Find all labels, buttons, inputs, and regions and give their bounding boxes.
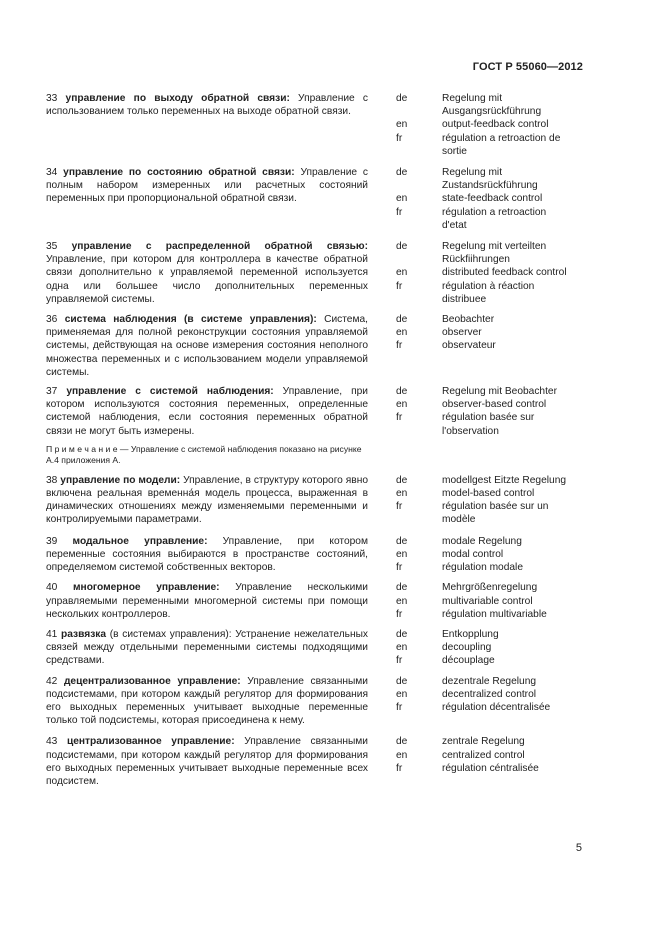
translations	[442, 628, 584, 668]
translation-line: régulation a retroaction de	[442, 132, 561, 144]
entry-number: 36	[46, 314, 58, 326]
lang-code: de	[396, 93, 408, 104]
translation-line: Entkopplung	[442, 628, 499, 640]
translation-line: distribuee	[442, 293, 487, 305]
translations	[442, 735, 584, 775]
term-entry-34	[46, 166, 586, 232]
translations	[442, 675, 584, 715]
lang-code	[396, 253, 442, 266]
entry-definition	[46, 166, 368, 206]
language-codes	[396, 581, 442, 621]
translation-line: découplage	[442, 655, 495, 667]
translation-line: Regelung mit verteilten	[442, 241, 547, 253]
entry-term: управление по модели:	[60, 474, 181, 486]
term-entry-38	[46, 474, 586, 527]
lang-code: de	[396, 241, 408, 253]
entry-text: Управление связанными подсистемами, при котором каждый регулятор для формирования его выходных переменных учитывает выходные переменные всех подсистем.	[46, 736, 368, 787]
lang-code: de	[396, 535, 408, 547]
translation-line: Zustandsrückführung	[442, 180, 538, 192]
translation-line: régulation décentralisée	[442, 701, 551, 713]
lang-code: fr	[396, 340, 403, 352]
page-number: 5	[575, 842, 582, 854]
lang-code: en	[396, 642, 408, 654]
entry-term: управление с распределенной обратной связью:	[71, 241, 368, 253]
translations	[442, 581, 584, 621]
translation-line: modellgest Eitzte Regelung	[442, 474, 567, 486]
translation-line: Regelung mit	[442, 93, 503, 104]
term-entry-35	[46, 240, 586, 306]
lang-code: fr	[396, 562, 403, 574]
lang-code: fr	[396, 280, 403, 292]
translation-line: sortie	[442, 145, 467, 157]
lang-code: fr	[396, 132, 403, 144]
lang-code: de	[396, 628, 408, 640]
entry-text: Управление с использованием только переменных на выходе обратной связи.	[46, 93, 368, 118]
language-codes	[396, 385, 442, 438]
lang-code	[396, 219, 442, 232]
lang-code: fr	[396, 655, 403, 667]
translation-line: centralized control	[442, 749, 525, 761]
document-header: ГОСТ Р 55060—2012	[472, 61, 583, 73]
entry-term: многомерное управление:	[73, 582, 220, 594]
entry-term: развязка	[61, 628, 107, 640]
language-codes	[396, 628, 442, 668]
entry-definition	[46, 92, 368, 118]
translation-line: Beobachter	[442, 314, 495, 326]
lang-code: en	[396, 548, 408, 560]
translation-line: régulation basée sur un	[442, 501, 549, 513]
entry-definition	[46, 581, 368, 621]
term-entry-43	[46, 735, 586, 788]
lang-code: en	[396, 399, 408, 411]
translation-line: Regelung mit Beobachter	[442, 386, 557, 398]
entry-definition	[46, 313, 368, 379]
entry-definition	[46, 628, 368, 668]
lang-code	[396, 425, 442, 438]
entry-definition	[46, 735, 368, 788]
entry-definition	[46, 474, 368, 527]
term-entries	[46, 92, 586, 788]
lang-code: en	[396, 193, 408, 205]
translation-line: d'etat	[442, 219, 467, 231]
entry-term: модальное управление:	[72, 535, 208, 547]
entry-definition	[46, 240, 368, 306]
entry-text: Управление, в структуру которого явно включена реальная временна́я модель процесса, выраженная в динамических отношениях между изменяемыми переменными и контролируемыми параметрами.	[46, 474, 368, 526]
lang-code: de	[396, 386, 408, 398]
entry-text: Управление с полным набором измеренных или расчетных состояний переменных при пропорциональной обратной связи.	[46, 167, 368, 205]
lang-code: de	[396, 736, 408, 748]
entry-term: управление с системой наблюдения:	[66, 386, 274, 398]
translation-line: Ausgangsrückführung	[442, 106, 542, 118]
translation-line: Regelung mit	[442, 167, 503, 179]
lang-code: de	[396, 314, 408, 326]
translation-line: state-feedback control	[442, 193, 543, 205]
entry-text: Управление связанными подсистемами, при котором каждый регулятор для формирования его выходных переменных учитывает выходные переменные только той подсистемы, которая присоединена к нему.	[46, 675, 368, 727]
lang-code: de	[396, 167, 408, 179]
entry-number: 39	[46, 535, 58, 547]
translation-line: régulation basée sur	[442, 412, 535, 424]
lang-code: de	[396, 582, 408, 594]
lang-code: fr	[396, 206, 403, 218]
entry-number: 41	[46, 628, 58, 640]
translations	[442, 474, 584, 527]
lang-code: fr	[396, 412, 403, 424]
language-codes	[396, 313, 442, 353]
lang-code: de	[396, 675, 408, 687]
translations	[442, 535, 584, 575]
lang-code	[396, 105, 442, 118]
translation-line: zentrale Regelung	[442, 736, 525, 748]
translation-line: decoupling	[442, 642, 492, 654]
translation-line: dezentrale Regelung	[442, 675, 537, 687]
lang-code	[396, 513, 442, 526]
translations	[442, 313, 584, 353]
entry-text: Управление, при котором переменные состояния выбираются в пространстве состояний, определяемом системой собственных векторов.	[46, 535, 368, 574]
lang-code: fr	[396, 608, 403, 620]
term-entry-42	[46, 675, 586, 728]
lang-code: de	[396, 474, 408, 486]
term-entry-39	[46, 535, 586, 575]
term-entry-41	[46, 628, 586, 668]
translation-line: Rückfiihrungen	[442, 254, 510, 266]
entry-number: 35	[46, 241, 58, 253]
entry-text: Система, применяемая для полной реконструкции состояния управляемой системы, действующая на основе измерения состояния неполного множества переменных и с использованием модели управляемой системы.	[46, 314, 368, 378]
entry-term: система наблюдения (в системе управления):	[64, 314, 317, 326]
term-entry-36	[46, 313, 586, 379]
lang-code	[396, 293, 442, 306]
language-codes	[396, 474, 442, 527]
translation-line: distributed feedback control	[442, 267, 567, 279]
translation-line: decentralized control	[442, 688, 537, 700]
translations	[442, 240, 584, 306]
lang-code	[396, 145, 442, 158]
language-codes	[396, 92, 442, 158]
translation-line: observer-based control	[442, 399, 547, 411]
entry-definition	[46, 675, 368, 728]
lang-code: en	[396, 267, 408, 279]
translation-line: modale Regelung	[442, 535, 522, 547]
translation-line: modal control	[442, 548, 504, 560]
lang-code: en	[396, 688, 408, 700]
lang-code: fr	[396, 762, 403, 774]
lang-code: en	[396, 488, 408, 500]
translation-line: régulation céntralisée	[442, 762, 539, 774]
term-entry-40	[46, 581, 586, 621]
lang-code: en	[396, 327, 408, 339]
translation-line: observateur	[442, 340, 496, 352]
entry-note: П р и м е ч а н и е — Управление с системой наблюдения показано на рисунке А.4 приложения А.	[46, 443, 362, 465]
entry-number: 43	[46, 736, 58, 748]
entry-number: 38	[46, 474, 58, 486]
translation-line: modèle	[442, 514, 476, 526]
translation-line: multivariable control	[442, 595, 533, 607]
lang-code: fr	[396, 501, 403, 513]
entry-text: Управление, при котором для контроллера в качестве обратной связи дополнительно к управляемой переменной используется одна или большее число дополнительных переменных управляемой системы.	[46, 254, 368, 305]
entry-number: 34	[46, 167, 58, 179]
language-codes	[396, 240, 442, 306]
entry-number: 37	[46, 386, 58, 398]
lang-code	[396, 179, 442, 192]
lang-code: fr	[396, 701, 403, 713]
entry-term: централизованное управление:	[66, 736, 235, 748]
entry-term: управление по выходу обратной связи:	[65, 93, 290, 104]
entry-definition	[46, 535, 368, 575]
lang-code: en	[396, 595, 408, 607]
entry-number: 40	[46, 582, 58, 594]
entry-number: 33	[46, 93, 58, 104]
translation-line: model-based control	[442, 488, 535, 500]
entry-text: Управление несколькими управляемыми переменными многомерной системы при помощи нескольких контроллеров.	[46, 582, 368, 620]
translation-line: régulation multivariable	[442, 608, 547, 620]
translations	[442, 166, 584, 232]
entry-term: управление по состоянию обратной связи:	[63, 167, 295, 179]
translation-line: output-feedback control	[442, 119, 549, 131]
entry-text: (в системах управления): Устранение нежелательных связей между отдельными переменными системы подходящими средствами.	[46, 628, 368, 667]
language-codes	[396, 675, 442, 715]
translation-line: régulation à réaction	[442, 280, 535, 292]
term-entry-33	[46, 92, 586, 158]
translations	[442, 92, 584, 158]
language-codes	[396, 535, 442, 575]
entry-text: Управление, при котором используются состояния переменных, определенные системой наблюдения, если состояния переменных обратной связи не могут быть измерены.	[46, 386, 368, 437]
translation-line: Mehrgrößenregelung	[442, 582, 538, 594]
translation-line: observer	[442, 327, 482, 339]
language-codes	[396, 735, 442, 775]
lang-code: en	[396, 119, 408, 131]
language-codes	[396, 166, 442, 232]
translation-line: régulation a retroaction	[442, 206, 547, 218]
term-entry-37	[46, 385, 586, 466]
translation-line: l'observation	[442, 425, 499, 437]
entry-definition	[46, 385, 368, 466]
translation-line: régulation modale	[442, 562, 523, 574]
lang-code: en	[396, 749, 408, 761]
entry-number: 42	[46, 675, 58, 687]
entry-term: децентрализованное управление:	[63, 675, 241, 687]
translations	[442, 385, 584, 438]
